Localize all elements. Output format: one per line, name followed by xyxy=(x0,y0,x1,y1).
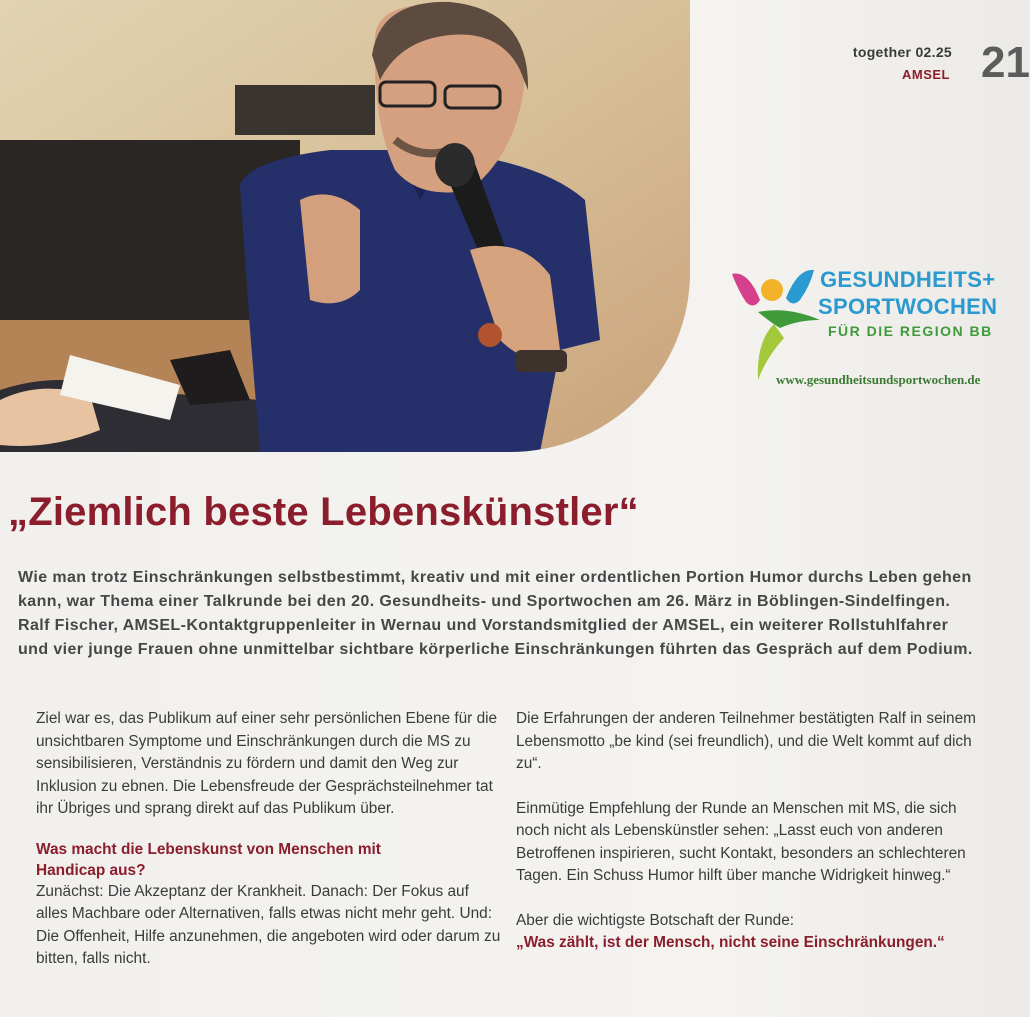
logo-url[interactable]: www.gesundheitsundsportwochen.de xyxy=(776,372,981,387)
article-title: „Ziemlich beste Lebenskünstler“ xyxy=(8,490,639,534)
logo-text-line1: GESUNDHEITS+ xyxy=(820,267,996,292)
logo-text-line2: SPORTWOCHEN xyxy=(818,294,998,319)
speaker-illustration xyxy=(0,0,690,452)
logo-text-line3: FÜR DIE REGION BB xyxy=(828,323,993,339)
speaker-photo xyxy=(0,0,690,452)
page-number: 21 xyxy=(981,38,1030,87)
subheading: Was macht die Lebenskunst von Menschen mit Handicap aus? xyxy=(36,840,381,879)
page-header xyxy=(770,38,1030,98)
key-message-quote: „Was zählt, ist der Mensch, nicht seine Einschränkungen.“ xyxy=(516,934,945,951)
logo-figure-icon xyxy=(728,262,828,382)
right-paragraph-1: Die Erfahrungen der anderen Teilnehmer bestätigten Ralf in seinem Lebensmotto „be kind (sei freundlich), und die Welt kommt auf dich zu“. xyxy=(516,710,976,772)
right-paragraph-3: Aber die wichtigste Botschaft der Runde: xyxy=(516,911,795,929)
right-column xyxy=(516,708,986,955)
article-lead: Wie man trotz Einschränkungen selbstbestimmt, kreativ und mit einer ordentlichen Portion Humor durchs Leben gehen kann, war Thema einer Talkrunde bei den 20. Gesundheits- und Sportwochen am 26. März in Böblingen-Sindelfingen. Ralf Fischer, AMSEL-Kontaktgruppenleiter in Wernau und Vorstandsmitglied der AMSEL, ein weiterer Rollstuhlfahrer und vier junge Frauen ohne unmittelbar sichtbare körperliche Einschränkungen führten das Gespräch auf dem Podium. xyxy=(18,569,973,658)
left-paragraph-2: Zunächst: Die Akzeptanz der Krankheit. Danach: Der Fokus auf alles Machbare oder Alternativen, falls etwas nicht mehr geht. Und: Die Offenheit, Hilfe anzunehmen, die angeboten wird oder darum zu bitten, falls nicht. xyxy=(36,882,501,967)
issue-label: together 02.25 xyxy=(852,44,952,60)
right-paragraph-2: Einmütige Empfehlung der Runde an Menschen mit MS, die sich noch nicht als Lebenskünstler sehen: „Lasst euch von anderen Betroffenen inspirieren, sucht Kontakt, besonders an schlechteren Tagen. Ein Schuss Humor hilft über manche Widrigkeit hinweg.“ xyxy=(516,799,966,884)
left-paragraph-1: Ziel war es, das Publikum auf einer sehr persönlichen Ebene für die unsichtbaren Symptome und Einschränkungen durch die MS zu sensibilisieren, Verständnis zu fördern und damit den Weg zur Inklusion zu ebnen. Die Lebensfreude der Gesprächsteilnehmer tat ihr Übriges und sprang direkt auf das Publikum über. xyxy=(36,710,498,817)
left-column xyxy=(36,708,502,971)
organization-label: AMSEL xyxy=(902,67,950,82)
sportwochen-logo xyxy=(728,262,1018,392)
